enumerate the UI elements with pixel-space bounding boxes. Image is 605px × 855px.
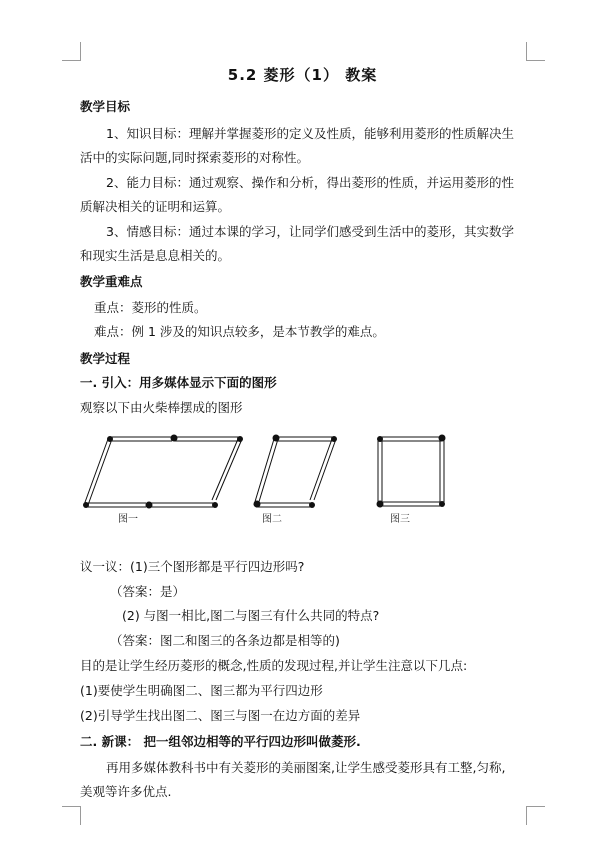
discussion-question-1: 议一议：(1)三个图形都是平行四边形吗? [80, 559, 305, 574]
point-2: (2)引导学生找出图二、图三与图一在边方面的差异 [80, 708, 361, 723]
new-lesson-heading: 二. 新课： 把一组邻边相等的平行四边形叫做菱形. [80, 734, 361, 749]
crop-mark-top-right [526, 42, 545, 61]
crop-mark-top-left [62, 42, 81, 61]
point-1: (1)要使学生明确图二、图三都为平行四边形 [80, 683, 323, 698]
figure-one-match-heads [83, 435, 243, 509]
document-title: 5.2 菱形（1） 教案 [227, 66, 378, 84]
purpose-text: 目的是让学生经历菱形的概念,性质的发现过程,并让学生注意以下几点: [80, 658, 468, 673]
goal-1-line-1: 1、知识目标：理解并掌握菱形的定义及性质，能够利用菱形的性质解决生 [106, 126, 514, 141]
caption-figure-three: 图三 [390, 514, 410, 525]
goal-1-line-2: 活中的实际问题,同时探索菱形的对称性。 [80, 150, 309, 165]
difficulty-point: 难点：例 1 涉及的知识点较多，是本节教学的难点。 [94, 324, 385, 339]
heading-teaching-goals: 教学目标 [80, 99, 131, 114]
focus-point: 重点：菱形的性质。 [94, 300, 207, 315]
media-line-2: 美观等许多优点. [80, 784, 172, 799]
figure-two-rhombus [254, 437, 336, 507]
answer-2: （答案：图二和图三的各条边都是相等的) [110, 633, 340, 648]
figure-three-match-heads [377, 435, 446, 508]
discussion-question-2: (2) 与图一相比,图二与图三有什么共同的特点? [122, 608, 380, 623]
caption-figure-one: 图一 [118, 514, 138, 525]
observe-text: 观察以下由火柴棒摆成的图形 [80, 400, 243, 415]
heading-teaching-process: 教学过程 [80, 351, 131, 366]
answer-1: （答案：是） [110, 584, 186, 599]
figure-one-parallelogram [84, 437, 242, 507]
goal-2-line-2: 质解决相关的证明和运算。 [80, 199, 231, 214]
goal-2-line-1: 2、能力目标：通过观察、操作和分析，得出菱形的性质，并运用菱形的性 [106, 175, 514, 190]
figure-three-square [378, 437, 444, 506]
heading-key-points: 教学重难点 [80, 274, 143, 289]
crop-mark-bottom-left [62, 806, 81, 825]
caption-figure-two: 图二 [262, 514, 282, 525]
goal-3-line-1: 3、情感目标：通过本课的学习，让同学们感受到生活中的菱形，其实数学 [106, 224, 514, 239]
crop-mark-bottom-right [526, 806, 545, 825]
media-line-1: 再用多媒体教科书中有关菱形的美丽图案,让学生感受菱形具有工整,匀称, [106, 760, 506, 775]
goal-3-line-2: 和现实生活是息息相关的。 [80, 248, 231, 263]
intro-heading: 一. 引入：用多媒体显示下面的图形 [80, 375, 277, 390]
